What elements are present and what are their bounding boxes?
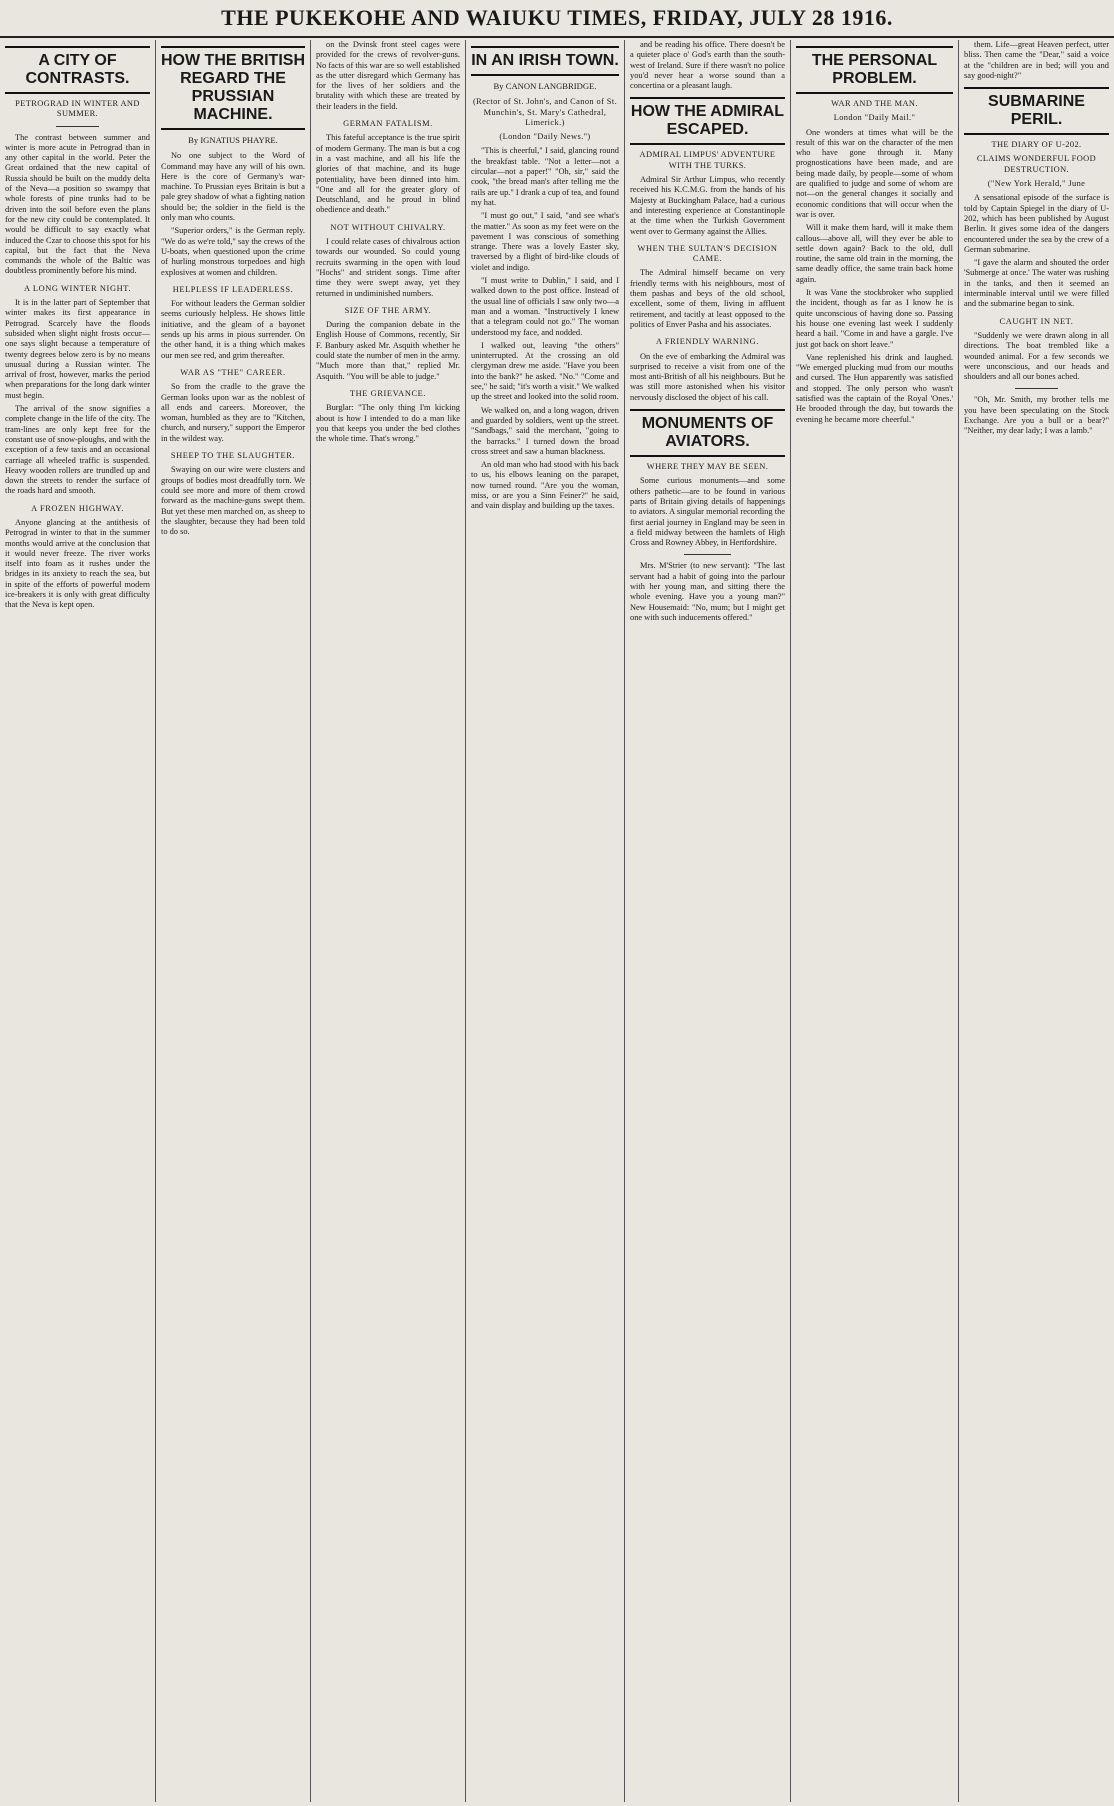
- column-british-regard: [156, 40, 310, 1802]
- article-paragraph: The Admiral himself became on very friendly terms with his neighbours, most of them pashas and beys of the old school, excellent, some of them, living in affluent retirement, and tacitly at least opposed to the politics of Enver Pasha and his associates.: [630, 268, 785, 329]
- article-subhead: WHERE THEY MAY BE SEEN.: [646, 462, 769, 472]
- article-paragraph: Swaying on our wire were clusters and groups of bodies most dreadfully torn. We could see more and more of them crowd forward as the machine-guns swept them. But yet these men marched on, as sheep to the slaughter, because they had been told to do so.: [161, 465, 305, 537]
- column-city-of-contrasts: [0, 40, 155, 1802]
- article-subhead: THE DIARY OF U-202.: [991, 140, 1082, 150]
- article-paragraph: I could relate cases of chivalrous action towards our wounded. So could young recruits swarming in the open with loud "Hochs" and strident songs. Time after time they were swept away, yet they returned in undiminished numbers.: [316, 237, 460, 298]
- section-heading: NOT WITHOUT CHIVALRY.: [330, 222, 446, 232]
- article-byline: By IGNATIUS PHAYRE.: [188, 135, 278, 145]
- article-paragraph: Anyone glancing at the antithesis of Petrograd in winter to that in the summer months would arrive at the conclusion that it would never freeze. The river works itself into foam as it rushes under the bridges in its anxiety to reach the sea, but in spite of the efforts of powerful modern ice-breakers it is only with great difficulty that the Neva is kept open.: [5, 517, 150, 610]
- column-personal-problem: [791, 40, 958, 1802]
- column-irish-town: [466, 40, 624, 1802]
- article-paragraph: This fateful acceptance is the true spirit of modern Germany. The man is but a cog in a vast machine, and all his life the glories of that machine, and its huge potentiality, have been dinned into him. "One and all for the greater glory of Deutschland, and he proud in blind obedience and death.": [316, 133, 460, 215]
- article-source: London "Daily Mail.": [833, 113, 916, 123]
- column-submarine-peril: [959, 40, 1114, 1802]
- column-prussian-continued: [311, 40, 465, 1802]
- section-heading: THE GRIEVANCE.: [349, 388, 427, 398]
- article-paragraph: Admiral Sir Arthur Limpus, who recently received his K.C.M.G. from the hands of his Majesty at Buckingham Palace, had a curious and interesting experience at Constantinople at the time when the Turkish Government went over to Germany against the Allies.: [630, 175, 785, 236]
- article-paragraph: and be reading his office. There doesn't be a quieter place o' God's earth than the south-west of Ireland. Sure if there wasn't no police you'd never hear a worse sound than a concertina or a pleasant laugh.: [630, 40, 785, 91]
- article-note: (Rector of St. John's, and Canon of St. Munchin's, St. Mary's Cathedral, Limerick.): [472, 97, 618, 127]
- article-paragraph: It is in the latter part of September that winter makes its first appearance in Petrograd. Scarcely have the floods subsided when slight night frosts occur—one says slight because a temperature of twenty degrees below zero is by no means unusual during a Russian winter. The arrival of frost, however, marks the period when preparations for the long dark winter must begin.: [5, 298, 150, 400]
- article-subhead: WAR AND THE MAN.: [831, 99, 918, 108]
- section-heading: A FROZEN HIGHWAY.: [31, 503, 124, 513]
- article-paragraph: Mrs. M'Strier (to new servant): "The last servant had a habit of going into the parlour with her young man, and sitting there the whole evening. Have you a young man?" New Housemaid: "No, mum; but I might get one with such inducements offered.": [630, 561, 785, 622]
- article-paragraph: "I gave the alarm and shouted the order 'Submerge at once.' The water was rushing in the tanks, and then it seemed an interminable interval until we were filled and the submarine began to sink.: [964, 258, 1109, 309]
- article-headline: THE PERSONAL PROBLEM.: [796, 46, 953, 94]
- article-paragraph: "I must go out," I said, "and see what's the matter." As soon as my feet were on the pavement I was conscious of something strange. There was a lovely Easter sky, traversed by a flight of bird-like clouds of violet and indigo.: [471, 211, 619, 272]
- article-paragraph: One wonders at times what will be the result of this war on the character of the men who have gone through it. Many prognostications have been made, and are being made daily, by people—some of whom are qualified to judge and some of whom are not—on the general changes it socially and economic conditions that will occur when the war is over.: [796, 127, 953, 219]
- section-heading: WAR AS "THE" CAREER.: [180, 367, 286, 377]
- article-paragraph: We walked on, and a long wagon, driven and guarded by soldiers, went up the street. "Sandbags," said the merchant, "going to the barracks." I turned down the broad cross street and saw a human blackness.: [471, 405, 619, 456]
- section-heading: GERMAN FATALISM.: [343, 119, 433, 129]
- article-subhead: CLAIMS WONDERFUL FOOD DESTRUCTION.: [976, 154, 1097, 174]
- masthead: THE PUKEKOHE AND WAIUKU TIMES, FRIDAY, JULY 28 1916.: [0, 0, 1114, 38]
- article-paragraph: I walked out, leaving "the others" uninterrupted. At the crossing an old clergyman drew me aside. "Have you been into the bank?" he asked. "No." "Come and see," he said; "it's worth a visit." We walked up the street and looked into the solid room.: [471, 340, 619, 402]
- article-paragraph: So from the cradle to the grave the German looks upon war as the noblest of all ends and careers. Moreover, the woman, humbled as they are to "Kitchen, church, and nursery," support the Emperor in the wildest way.: [161, 382, 305, 443]
- article-paragraph: The contrast between summer and winter is more acute in Petrograd than in any other capital in the world. Peter the Great ordained that the new capital of Russia should be built on the muddy delta of the Neva—a position so swampy that whole forests of pine trunks had to be driven into the soil before even the plans for the new city could be contemplated. It would be difficult to say exactly what induced the Czar to choose this spot for his capital, but the fact that the Neva commands the whole of the Baltic was doubtless prominently before his mind.: [5, 132, 150, 276]
- article-paragraph: An old man who had stood with his back to us, his elbows leaning on the parapet, now turned round. "Are you the woman, miss, or are you a Sinn Feiner?" he said, and vain display and building up the taxes.: [471, 460, 619, 511]
- article-paragraph: During the companion debate in the English House of Commons, recently, Sir F. Banbury asked Mr. Asquith whether he could state the number of men in the army. "Much more than that," replied Mr. Asquith. "You will be able to judge.": [316, 320, 460, 381]
- article-paragraph: A sensational episode of the surface is told by Captain Spiegel in the diary of U-202, which has been published by August Berlin. It gives some idea of the dangers encountered under the sea by the crew of a German submarine.: [964, 193, 1109, 254]
- article-paragraph: them. Life—great Heaven perfect, utter bliss. Then came the "Dear," said a voice at the "children are in bed; will you and say good-night?": [964, 40, 1109, 80]
- article-paragraph: It was Vane the stockbroker who supplied the incident, though as far as I know he is quite unconscious of having done so. Passing his house one evening last week I suddenly heard a hail. "Come in and have a gargle. I've just got back on short leave.": [796, 288, 953, 349]
- article-paragraph: on the Dvinsk front steel cages were provided for the crews of revolver-guns. No facts of this war are so well established as the utter disregard which Germany has for the lives of her soldiers and the brutality with which these are treated by their leaders in the field.: [316, 40, 460, 111]
- section-heading: A FRIENDLY WARNING.: [656, 337, 759, 347]
- article-paragraph: "Oh, Mr. Smith, my brother tells me you have been speculating on the Stock Exchange. Are you a bull or a bear?" "Neither, my dear lady; I was a lamb.": [964, 395, 1109, 436]
- divider: [56, 126, 100, 127]
- article-subhead: ADMIRAL LIMPUS' ADVENTURE WITH THE TURKS.: [639, 150, 776, 170]
- article-paragraph: On the eve of embarking the Admiral was surprised to receive a visit from one of the most anti-British of all his neighbours. But he was still more astonished when his visitor nervously disclosed the object of his call.: [630, 351, 785, 402]
- article-paragraph: Burglar: "The only thing I'm kicking about is how I intended to do a man like you that keeps you under the bed clothes the whole time. That's wrong.": [316, 403, 460, 444]
- article-paragraph: Will it make them hard, will it make them callous—above all, will they ever be able to settle down again? Back to the old, dull routine, the same old train in the morning, the same deadly office, the same train back home again.: [796, 223, 953, 284]
- article-source: ("New York Herald," June: [987, 179, 1086, 189]
- section-heading: SHEEP TO THE SLAUGHTER.: [170, 451, 296, 461]
- section-heading: A LONG WINTER NIGHT.: [23, 283, 132, 293]
- article-paragraph: Some curious monuments—and some others pathetic—are to be found in various parts of Britain giving details of happenings to aviators. A singular memorial recording the first aerial journey in England may be seen in a field midway between the hamlets of High Cross and Rowney Abbey, in Hertfordshire.: [630, 476, 785, 548]
- section-heading: CAUGHT IN NET.: [999, 316, 1074, 326]
- divider: [1015, 388, 1059, 389]
- section-heading: HELPLESS IF LEADERLESS.: [172, 284, 294, 294]
- article-paragraph: Vane replenished his drink and laughed. "We emerged plucking mud from our mouths and cursed. The Hun apparently was satisfied and stopped. The only person who wasn't satisfied was the captain of the Royal 'Ones.' He brooded through the day, but towards the evening he became more cheerful.": [796, 352, 953, 424]
- article-subhead: PETROGRAD IN WINTER AND SUMMER.: [15, 99, 140, 119]
- article-headline: A CITY OF CONTRASTS.: [5, 46, 150, 94]
- article-headline: SUBMARINE PERIL.: [964, 87, 1109, 135]
- article-source: (London "Daily News."): [499, 132, 591, 142]
- article-paragraph: The arrival of the snow signifies a complete change in the life of the city. The tram-lines are only kept free for the constant use of snow-ploughs, and with the exception of a few taxis and an occasional carriage all wheeled traffic is suspended. Heavy wooden rollers are trundled up and down the streets to render the surface of the roads hard and smooth.: [5, 404, 150, 496]
- article-paragraph: "I must write to Dublin," I said, and I walked down to the post office. Instead of the usual line of officials I saw only two—a man and a woman. "Instructively I knew that a telegram could not go." The woman understood my face, and nodded.: [471, 276, 619, 337]
- section-heading: WHEN THE SULTAN'S DECISION CAME.: [637, 243, 778, 264]
- article-paragraph: "Suddenly we were drawn along in all directions. The boat trembled like a wounded animal. For a few seconds we were unconscious, and our heads and shoulders and all our bones ached.: [964, 330, 1109, 382]
- column-admiral-escaped: [625, 40, 790, 1802]
- article-headline: HOW THE ADMIRAL ESCAPED.: [630, 97, 785, 145]
- article-paragraph: For without leaders the German soldier seems curiously helpless. He shows little initiative, and the gleam of a bayonet sends up his arms in pious surrender. On the other hand, it is a thing which makes our men see red, and grim thereafter.: [161, 299, 305, 360]
- article-headline: MONUMENTS OF AVIATORS.: [630, 409, 785, 457]
- article-paragraph: "Superior orders," is the German reply. "We do as we're told," say the crews of the U-boats, when questioned upon the crime of hurling monstrous torpedoes and high explosives at women and children.: [161, 226, 305, 277]
- article-headline: HOW THE BRITISH REGARD THE PRUSSIAN MACHINE.: [161, 46, 305, 130]
- article-paragraph: No one subject to the Word of Command may have any will of his own. Here is the core of Germany's war-machine. To Prussian eyes Britain is but a pale grey shadow of what a fighting nation should be; the soldier in the field is the only man who counts.: [161, 151, 305, 223]
- article-headline: IN AN IRISH TOWN.: [471, 46, 619, 76]
- divider: [684, 554, 731, 555]
- article-paragraph: "This is cheerful," I said, glancing round the breakfast table. "Not a letter—not a circular—not a paper!" "Oh, sir," said the cook, "the bread man's after telling me the rails are up." I drank a cup of tea, and found my hat.: [471, 146, 619, 207]
- article-byline: By CANON LANGBRIDGE.: [493, 81, 597, 91]
- section-heading: SIZE OF THE ARMY.: [344, 305, 432, 315]
